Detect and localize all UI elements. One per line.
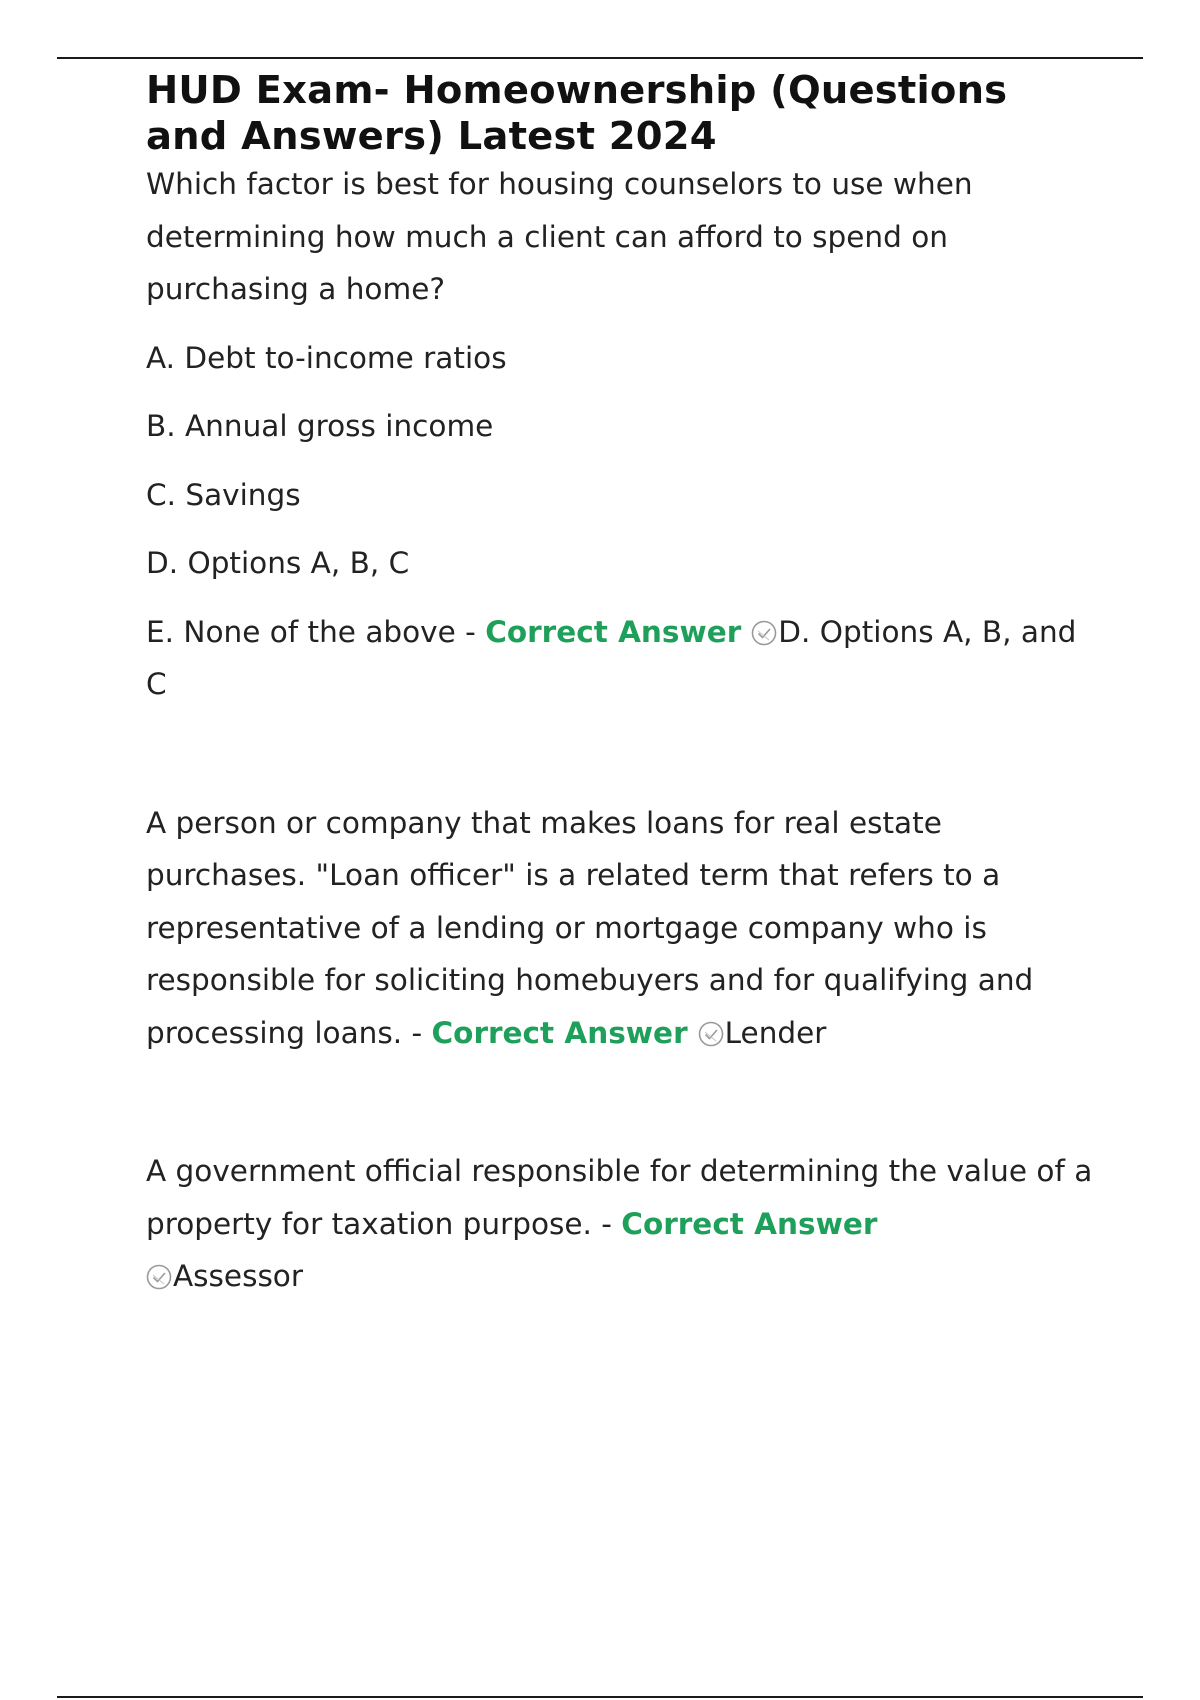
- option-b: B. Annual gross income: [146, 409, 494, 443]
- question-block: [146, 158, 1096, 711]
- option-d: D. Options A, B, C: [146, 546, 410, 580]
- option-e: E. None of the above -: [146, 614, 486, 649]
- question-block: [146, 1145, 1096, 1303]
- option-e-with-answer: [146, 606, 1096, 711]
- correct-answer-label: Correct Answer: [621, 1206, 878, 1241]
- question-text: Which factor is best for housing counselors to use when determining how much a client can afford to spend on purchasing a home?: [146, 167, 973, 306]
- question-text-with-answer: [146, 797, 1096, 1060]
- document-title: HUD Exam- Homeownership (Questions and Answers) Latest 2024: [146, 68, 1008, 159]
- check-circle-icon: [698, 1021, 724, 1047]
- correct-answer-label: Correct Answer: [485, 614, 742, 649]
- question-block: [146, 797, 1096, 1060]
- option-a: A. Debt to-income ratios: [146, 340, 507, 375]
- answer-text: Lender: [724, 1015, 827, 1050]
- check-circle-icon: [751, 620, 777, 646]
- answer-text: Assessor: [173, 1259, 303, 1293]
- answer-text: D. Options A, B, and C: [146, 614, 1077, 701]
- option-c: C. Savings: [146, 477, 301, 512]
- check-circle-icon: [146, 1264, 172, 1290]
- bottom-rule: [57, 1696, 1143, 1698]
- question-text: A government official responsible for determining the value of a property for taxation purpose. -: [146, 1154, 1093, 1241]
- top-rule: [57, 57, 1143, 59]
- correct-answer-label: Correct Answer: [431, 1015, 688, 1050]
- question-text-with-answer: [146, 1145, 1096, 1303]
- question-text: A person or company that makes loans for real estate purchases. "Loan officer" is a related term that refers to a representative of a lending or mortgage company who is responsible for soliciting homebuyers and for qualifying and processing loans. -: [146, 805, 1034, 1050]
- document-body: [146, 68, 1096, 1303]
